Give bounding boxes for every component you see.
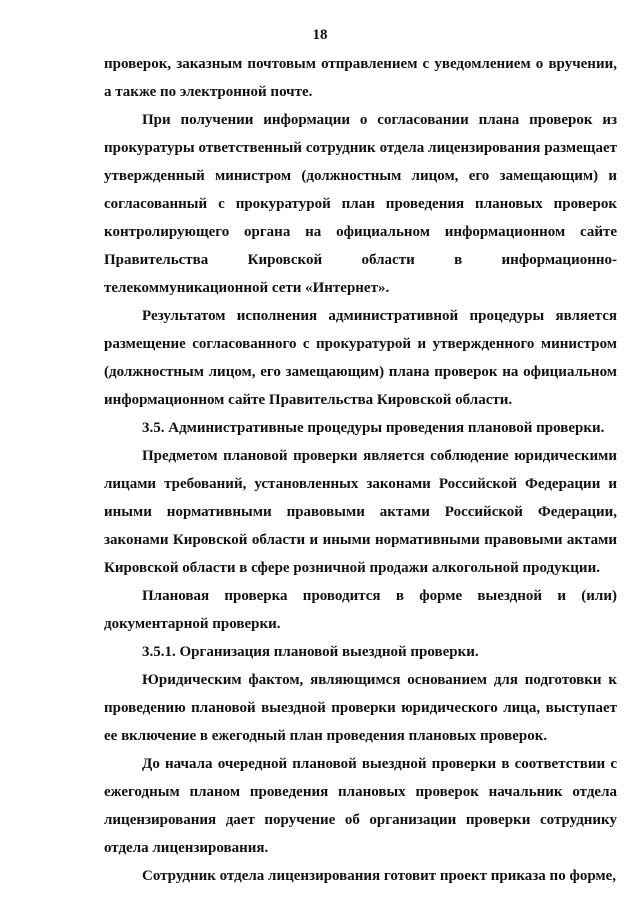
paragraph: До начала очередной плановой выездной проверки в соответствии с ежегодным планом проведения плановых проверок начальник отдела лицензирования дает поручение об организации проверки сотруднику отдела лицензирования. [104,756,617,856]
document-body [104,50,617,890]
subsection-heading: 3.5.1. Организация плановой выездной проверки. [142,644,479,660]
section-heading: 3.5. Административные процедуры проведения плановой проверки. [142,420,605,436]
paragraph: Юридическим фактом, являющимся основанием для подготовки к проведению плановой выездной проверки юридического лица, выступает ее включение в ежегодный план проведения плановых проверок. [104,672,617,744]
page-number: 18 [312,27,328,43]
paragraph: Плановая проверка проводится в форме выездной и (или) документарной проверки. [104,588,617,632]
paragraph: Предметом плановой проверки является соблюдение юридическими лицами требований, установленных законами Российской Федерации и иными нормативными правовыми актами Российской Федерации, законами Кировской области и иными нормативными правовыми актами Кировской области в сфере розничной продажи алкогольной продукции. [104,448,617,576]
paragraph: проверок, заказным почтовым отправлением с уведомлением о вручении, а также по электронной почте. [104,56,617,100]
paragraph: Результатом исполнения административной процедуры является размещение согласованного с прокуратурой и утвержденного министром (должностным лицом, его замещающим) плана проверок на официальном информационном сайте Правительства Кировской области. [104,308,617,408]
paragraph: Сотрудник отдела лицензирования готовит проект приказа по форме, [142,868,617,884]
paragraph: При получении информации о согласовании плана проверок из прокуратуры ответственный сотрудник отдела лицензирования размещает утвержденный министром (должностным лицом, его замещающим) и согласованный с прокуратурой план проведения плановых проверок контролирующего органа на официальном информационном сайте Правительства Кировской области в информационно-телекоммуникационной сети «Интернет». [104,112,617,296]
